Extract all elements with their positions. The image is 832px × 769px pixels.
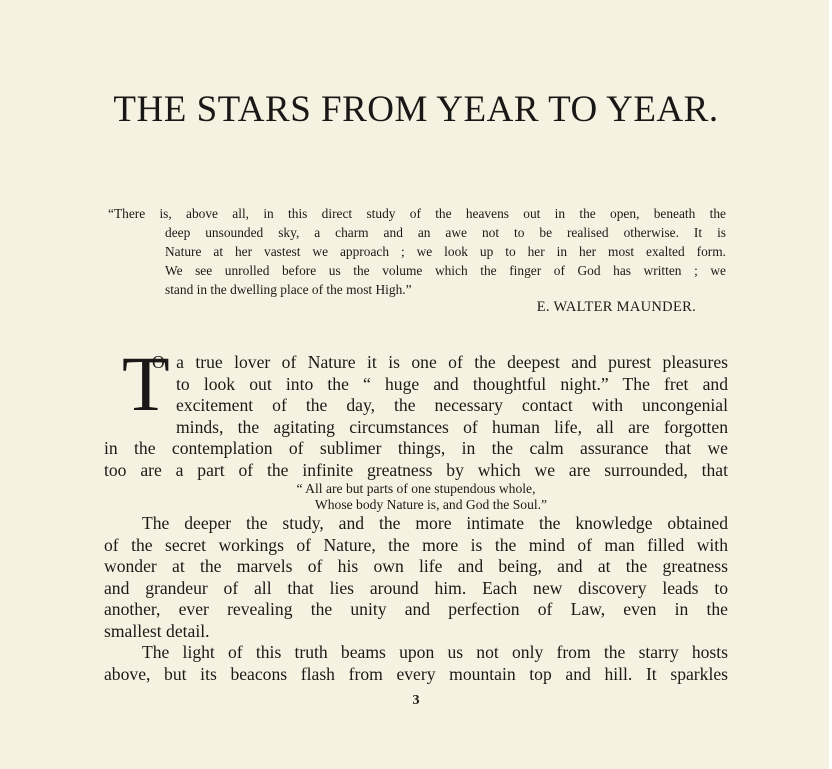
- body-text: [104, 340, 728, 685]
- epigraph-author: E. WALTER MAUNDER.: [536, 299, 696, 315]
- body-line: too are a part of the infinite greatness by which we are surrounded, that: [104, 459, 728, 480]
- epigraph-line: stand in the dwelling place of the most High.”: [165, 282, 412, 297]
- body-line: O a true lover of Nature it is one of the deepest and purest pleasures: [152, 352, 728, 372]
- body-line: another, ever revealing the unity and perfection of Law, even in the: [104, 599, 728, 619]
- body-line: and grandeur of all that lies around him. Each new discovery leads to: [104, 577, 728, 598]
- epigraph-line: deep unsounded sky, a charm and an awe not to be realised otherwise. It is: [165, 225, 726, 240]
- body-line: The deeper the study, and the more intimate the knowledge obtained: [142, 513, 728, 533]
- epigraph-line: We see unrolled before us the volume which the finger of God has written ; we: [165, 263, 726, 278]
- body-line: The light of this truth beams upon us not only from the starry hosts: [142, 642, 728, 662]
- drop-cap: T: [122, 340, 170, 427]
- epigraph-line: “There is, above all, in this direct study of the heavens out in the open, beneath the: [108, 206, 726, 221]
- verse-quote: [104, 481, 728, 513]
- body-line: in the contemplation of sublimer things, in the calm assurance that we: [104, 438, 728, 458]
- verse-line: “ All are but parts of one stupendous whole,: [296, 481, 536, 496]
- body-line: wonder at the marvels of his own life and being, and at the greatness: [104, 556, 728, 576]
- body-line: to look out into the “ huge and thoughtful night.” The fret and: [176, 373, 728, 394]
- body-line: minds, the agitating circumstances of human life, all are forgotten: [176, 416, 728, 437]
- epigraph-line: Nature at her vastest we approach ; we look up to her in her most exalted form.: [165, 244, 726, 259]
- page-number: 3: [412, 693, 420, 708]
- verse-line: Whose body Nature is, and God the Soul.”: [314, 497, 548, 512]
- epigraph: [108, 204, 726, 316]
- body-line: of the secret workings of Nature, the more is the mind of man filled with: [104, 534, 728, 555]
- body-line: smallest detail.: [104, 620, 210, 641]
- page-title: THE STARS FROM YEAR TO YEAR.: [113, 89, 719, 130]
- body-line: excitement of the day, the necessary contact with uncongenial: [176, 395, 728, 415]
- body-line: above, but its beacons flash from every mountain top and hill. It sparkles: [104, 663, 728, 684]
